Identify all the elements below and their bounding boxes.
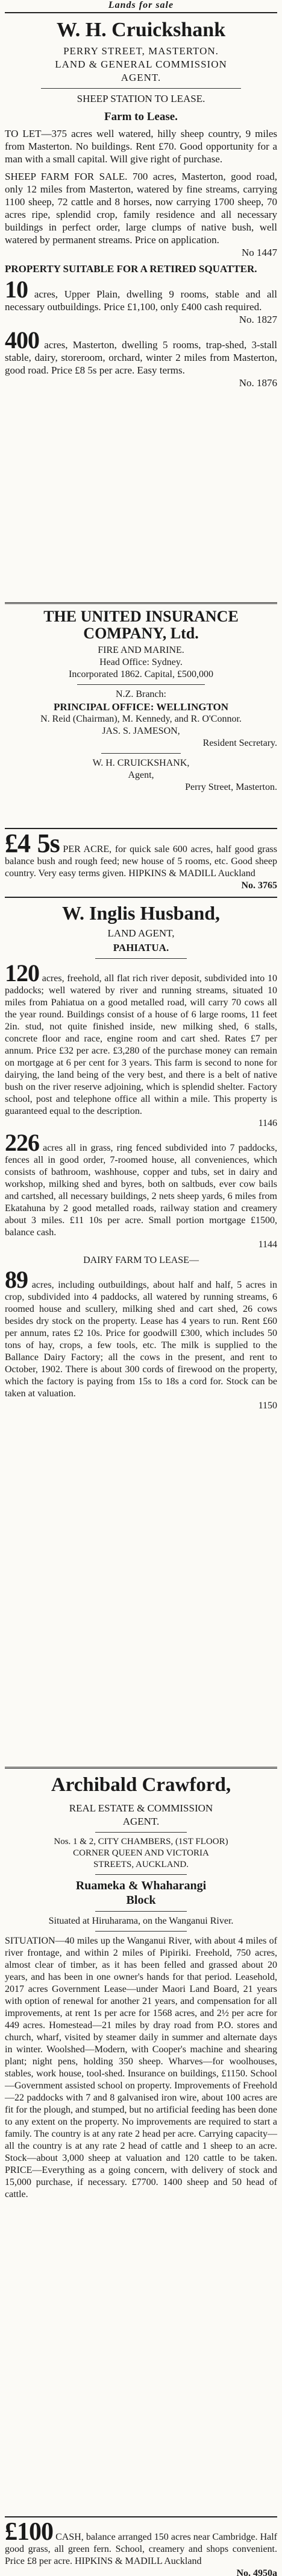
listing-number: No 1447: [241, 247, 277, 258]
listing-big-number: 10: [5, 276, 28, 303]
section-header: [5, 0, 277, 11]
situated-line: Situated at Hiruharama, on the Wanganui River.: [48, 1916, 234, 1926]
listing-big-number: 89: [5, 1266, 28, 1293]
listing-text: CASH, balance arranged 150 acres near Cambridge. Half good grass, all green fern. School, creamery and shops convenient. Price £8 per acre. HIPKINS & MADILL Auckland: [5, 2532, 278, 2566]
divider: [41, 88, 241, 89]
block-title: Ruameka & Whaharangi: [75, 1879, 207, 1892]
insurance-line: JAS. S. JAMESON,: [102, 726, 180, 736]
insurance-line: Incorporated 1862. Capital, £500,000: [69, 669, 213, 679]
agent-name: W. Inglis Husband,: [61, 902, 221, 924]
listing-text: acres, Upper Plain, dwelling 9 rooms, stable and all necessary outbuildings. Price £1,100, only £400 cash required.: [5, 288, 278, 313]
listing-number: No. 4950a: [236, 2568, 277, 2576]
listing-text: acres, including outbuildings, about half and half, 5 acres in crop, subdivided into 4 paddocks, all watered by running streams, 6 roomed house and scullery, milking shed and cart shed, 26 cows besides dry stock on the property. Lease has 4 years to run. Rent £60 per annum, rates £2 10s. Price for goodwill £300, which includes 50 tons of hay, crops, a few tools, etc. The milk is supplied to the Ballance Dairy Factory; all the cows in the present, and rent to October, 1902. There is about 300 cords of firewood on the property, which the factory is paying from 15s to 18s a cord for. Stock can be taken at valuation.: [5, 1280, 277, 1399]
divider: [77, 684, 205, 685]
divider: [5, 12, 277, 13]
listing-big-number: 400: [5, 326, 39, 354]
divider: [95, 1832, 187, 1833]
agent-role-2: AGENT.: [122, 1816, 160, 1827]
listing-text: acres, freehold, all flat rich river deposit, subdivided into 10 paddocks; well watered by river and running streams, situated 10 miles from Pahiatua on a good metalled road, will carry 70 cows all the year round. Buildings consist of a house of 6 large rooms, 11 feet 2in. stud, not quite finished inside, new milking shed, 6 stalls, concrete floor and race, engine room and cart shed. Rates £7 per annum. Price £32 per acre. £3,280 of the purchase money can remain on mortgage at 6 per cent for 3 years. This farm is second to none for dairying, the land being of the very best, and there is a belt of native bush on the river reserve adjoining, which is splendid shelter. Factory school, post and telephone office all within a mile. This property is guaranteed equal to the description.: [5, 973, 277, 1116]
listing-number: No. 1827: [239, 314, 277, 325]
listing-text: SHEEP FARM FOR SALE. 700 acres, Masterton, good road, only 12 miles from Masterton, watered by fine streams, carrying 1100 sheep, 72 cattle and 8 horses, now carrying 1700 sheep, 70 acres ripe, splendid crop, family residence and all necessary buildings in perfect order, large clumps of native bush, well watered by permanent streams. Price on application.: [5, 171, 277, 246]
listing-number: 1150: [258, 1401, 277, 1411]
agent-place: PAHIATUA.: [113, 942, 169, 953]
farm-lease-heading: Farm to Lease.: [104, 110, 178, 123]
agent-role: REAL ESTATE & COMMISSION: [69, 1802, 213, 1814]
divider: [5, 1767, 277, 1769]
agent-role-2: AGENT.: [121, 72, 161, 83]
divider: [101, 753, 181, 754]
listing-number: No. 3765: [241, 880, 277, 891]
insurance-line: W. H. CRUICKSHANK,: [92, 758, 190, 768]
hipkins-ad: [5, 2518, 278, 2576]
crawford-ad: [5, 1773, 277, 2201]
subheading: SHEEP STATION TO LEASE.: [77, 93, 205, 104]
agent-name: Archibald Crawford,: [51, 1774, 231, 1796]
agent-name: W. H. Cruickshank: [56, 19, 226, 41]
listing-big-number: 226: [5, 1129, 39, 1156]
listing-text: SITUATION—40 miles up the Wanganui River, with about 4 miles of river frontage, and within 2 miles of Pipiriki. Freehold, 750 acres, almost clear of timber, as it has been felled and grassed about 20 years, and has been in one owner's hands for that period. Leasehold, 2017 acres Government Lease—under Maori Land Board, 21 years with option of renewal for another 21 years, and compensation for all improvements, at rent 1s per acre for 1568 acres, and 2½ per acre for 449 acres. Homestead—21 miles by dray road from P.O. stores and church, wharf, visited by steamer daily in summer and alternate days in winter. Woolshed—Modern, with Cooper's machine and shearing plant; night pens, holding 350 sheep. Wharves—for woolhouses, stables, work house, tool-shed. Insurance on buildings, £1150. School—Government assisted school on property. Improvements of Freehold—22 paddocks with 7 and 8 galvanised iron wire, about 100 acres are fit for the plough, and stumped, but no artificial feeding has been done to any extent on the property. No improvements are required to start a family. The country is at any rate 2 head per acre. Carrying capacity—all the country is at any rate 2 head of cattle and 1 sheep to an acre. Stock—about 3,000 sheep at valuation and 120 cattle to be taken. PRICE—Everything as a going concern, with delivery of stock and 15,000 purchase, if necessary. £7700. 1400 sheep and 50 head of cattle.: [5, 1936, 277, 2199]
inglis-ad: [5, 902, 277, 1412]
block-title-2: Block: [126, 1894, 156, 1907]
agent-role: LAND AGENT,: [107, 927, 175, 939]
agent-address: STREETS, AUCKLAND.: [93, 1860, 189, 1869]
insurance-title-2: COMPANY, Ltd.: [83, 625, 199, 642]
insurance-line: N.Z. Branch:: [116, 689, 166, 699]
insurance-title: THE UNITED INSURANCE: [43, 608, 239, 625]
cruickshank-ad: [5, 18, 277, 389]
insurance-line: Resident Secretary.: [202, 738, 277, 748]
listing-heading: PROPERTY SUITABLE FOR A RETIRED SQUATTER.: [5, 263, 257, 275]
agent-address: Nos. 1 & 2, CITY CHAMBERS, (1ST FLOOR): [54, 1837, 228, 1846]
divider: [95, 1911, 187, 1912]
listing-text: acres, Masterton, dwelling 5 rooms, trap-shed, 3-stall stable, dairy, storeroom, orchard, winter 2 miles from Masterton, good road. Price £8 5s per acre. Easy terms.: [5, 339, 278, 376]
agent-address: CORNER QUEEN AND VICTORIA: [73, 1848, 209, 1858]
lands-for-sale-heading: Lands for sale: [108, 0, 174, 10]
listing-number: No. 1876: [239, 377, 277, 389]
divider: [5, 897, 277, 898]
divider: [95, 1874, 187, 1875]
insurance-line: PRINCIPAL OFFICE: WELLINGTON: [54, 701, 228, 713]
insurance-line: FIRE AND MARINE.: [98, 645, 184, 655]
insurance-line: Head Office: Sydney.: [99, 657, 183, 667]
agent-address: PERRY STREET, MASTERTON.: [63, 45, 219, 57]
listing-number: 1144: [258, 1239, 277, 1250]
listing-text: acres all in grass, ring fenced subdivided into 7 paddocks, fences all in good order, 7-roomed house, all conveniences, which consists of bathroom, washhouse, copper and tubs, set in dairy and workshop, milking shed and byres, both on saltbuds, ever cow bails and cartshed, all necessary buildings, 2 nets sheep yards, 6 miles from Ekatahuna by 2 good metalled roads, railway station and creamery about 3 miles. £11 10s per acre. Small portion mortgage £1500, balance cash.: [5, 1143, 278, 1238]
listing-number: 1146: [258, 1118, 277, 1128]
listing-text: PER ACRE, for quick sale 600 acres, half good grass balance bush and rough feed; new house of 5 rooms, etc. Good sheep country. Very easy terms given. HIPKINS & MADILL Auckland: [5, 844, 277, 879]
divider: [95, 1931, 187, 1932]
insurance-line: N. Reid (Chairman), M. Kennedy, and R. O'Connor.: [40, 714, 242, 724]
divider: [5, 2516, 277, 2517]
divider: [95, 958, 187, 959]
insurance-line: Perry Street, Masterton.: [185, 782, 277, 792]
hipkins-ad: [5, 828, 277, 892]
agent-role: LAND & GENERAL COMMISSION: [55, 59, 227, 70]
price-big: £4 5s: [5, 828, 60, 858]
price-big: £100: [5, 2518, 53, 2546]
listing-text: TO LET—375 acres well watered, hilly sheep country, 9 miles from Masterton. No buildings. Rent £70. Good opportunity for a man with a small capital. Will give right of purchase.: [5, 128, 277, 165]
insurance-ad: [5, 608, 277, 793]
listing-heading: DAIRY FARM TO LEASE—: [83, 1255, 199, 1265]
insurance-line: Agent,: [128, 770, 154, 780]
listing-big-number: 120: [5, 959, 39, 987]
divider: [5, 602, 277, 604]
